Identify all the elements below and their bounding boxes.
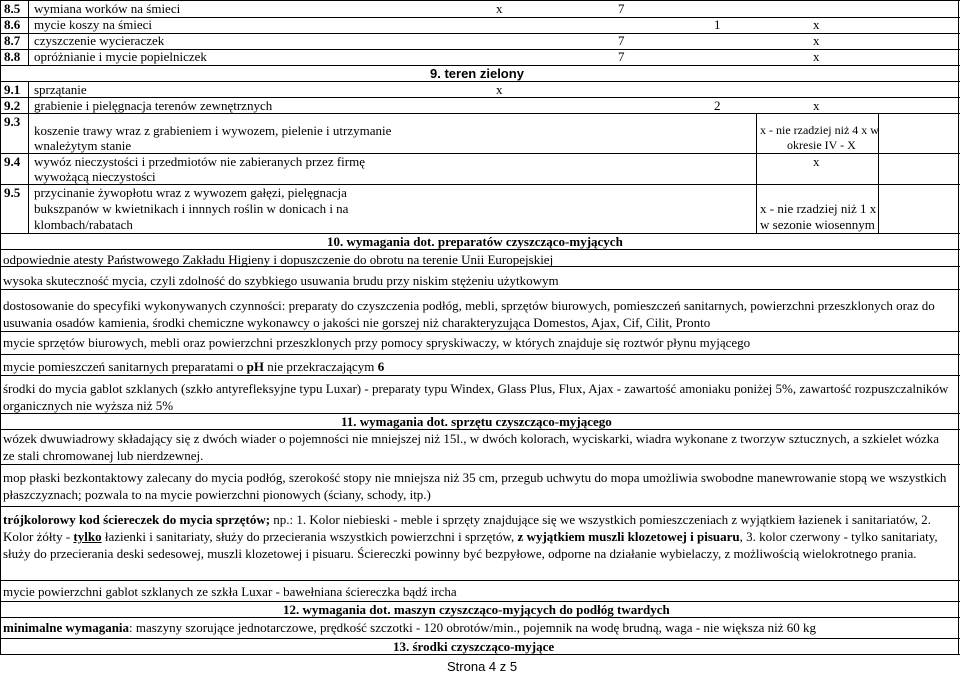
row-text: wywóz nieczystości i przedmiotów nie zabieranych przez firmę (34, 154, 365, 169)
row-text: grabienie i pielęgnacja terenów zewnętrznych (34, 98, 273, 113)
row-text: wnależytym stanie (34, 138, 132, 153)
row-number: 8.7 (4, 33, 21, 48)
page-number: Strona 4 z 5 (447, 659, 518, 674)
row-cell: 7 (618, 49, 625, 64)
row-text: mycie koszy na śmieci (34, 17, 153, 32)
row-number: 9.3 (4, 114, 21, 129)
text-run: np.: 1. Kolor niebieski - meble i sprzęty znajdujące się we wszystkich pomieszczeniach z wyjątkiem łazienek i sanitariatów, 2. Kolor żółty - (3, 512, 931, 544)
row-number: 8.8 (4, 49, 21, 64)
requirement-text: mop płaski bezkontaktowy zalecany do mycia podłóg, szerokość stopy nie mniejsza niż 35 cm, przegub uchwytu do mopa umożliwia swobodne manewrowanie stopą we wszystkich płaszczyznach; pozwala to na mycie powierzchni pionowych (ściany, schody, itp.) (3, 470, 947, 502)
section-heading: 13. środki czyszcząco-myjące (393, 639, 555, 654)
table-border (0, 617, 960, 618)
table-border (0, 0, 1, 655)
requirement-text (3, 358, 953, 375)
row-frequency: x - nie rzadziej niż 4 x w (760, 123, 879, 137)
text-run: trójkolorowy kod ściereczek do mycia sprzętów; (3, 512, 271, 527)
text-run: łazienki i sanitariaty, służy do przecierania wszystkich powierzchni i sprzętów, (101, 529, 518, 544)
requirement-text (3, 619, 953, 636)
row-frequency: x - nie rzadziej niż 1 x (760, 201, 877, 216)
row-cell: 1 (714, 17, 721, 32)
section-heading: 12. wymagania dot. maszyn czyszcząco-myjących do podłóg twardych (283, 602, 670, 617)
table-border (0, 506, 960, 507)
text-run: minimalne wymagania (3, 620, 130, 635)
row-number: 8.5 (4, 1, 21, 16)
table-border (0, 289, 960, 290)
row-text: koszenie trawy wraz z grabieniem i wywozem, pielenie i utrzymanie (34, 123, 392, 138)
table-border (0, 464, 960, 465)
text-run: mycie pomieszczeń sanitarnych preparatami o (3, 359, 247, 374)
requirement-text: mycie sprzętów biurowych, mebli oraz powierzchni przeszklonych przy pomocy spryskiwaczy, w których znajduje się roztwór płynu myjącego (3, 335, 751, 350)
section-heading: 11. wymagania dot. sprzętu czyszcząco-myjącego (341, 414, 612, 429)
table-border (0, 354, 960, 355)
row-cell: x (813, 154, 820, 169)
text-run: nie przekraczającym (264, 359, 378, 374)
row-text: bukszpanów w kwietnikach i innnych roślin w donicach i na (34, 201, 349, 216)
row-cell: 7 (618, 33, 625, 48)
row-cell: x (813, 17, 820, 32)
text-run: z wyjątkiem muszli klozetowej i pisuaru (517, 529, 740, 544)
row-frequency: w sezonie wiosennym (760, 217, 875, 232)
row-text: sprzątanie (34, 82, 87, 97)
table-border (756, 113, 757, 233)
table-border (0, 81, 960, 82)
row-text: wywożącą nieczystości (34, 169, 156, 184)
requirement-text: środki do mycia gablot szklanych (szkło antyrefleksyjne typu Luxar) - preparaty typu Windex, Glass Plus, Flux, Ajax - zawartość amoniaku poniżej 5%, zawartość rozpuszczalników organicznych nie wyższa niż 5% (3, 381, 949, 413)
table-border (28, 81, 29, 233)
row-text: wymiana worków na śmieci (34, 1, 181, 16)
table-border (28, 0, 29, 65)
requirement-text: wózek dwuwiadrowy składający się z dwóch wiader o pojemności nie mniejszej niż 15l., w dwóch kolorach, wyciskarki, wiadra wykonane z tworzyw sztucznych, a szkielet wózka ze stali chromowanej lub nierdzewnej. (3, 431, 940, 463)
table-border (0, 113, 960, 114)
row-frequency: okresie IV - X (787, 138, 856, 152)
requirement-text: dostosowanie do specyfiki wykonywanych czynności: preparaty do czyszczenia podłóg, mebli, sprzętów biurowych, pomieszczeń sanitarnych, powierzchni przeszklonych oraz do usuwania osadów kamienia, środki chemiczne wykonawcy o jakości nie gorszej niż charakteryzująca Domestos, Ajax, Cif, Cilit, Pronto (3, 298, 935, 330)
row-cell: x (813, 49, 820, 64)
row-number: 9.5 (4, 185, 21, 200)
row-cell: x (813, 33, 820, 48)
row-cell: 7 (618, 1, 625, 16)
row-text: klombach/rabatach (34, 217, 133, 232)
row-cell: x (813, 98, 820, 113)
section-heading: 9. teren zielony (430, 66, 524, 81)
text-run: , 3. kolor czerwony - tylko sanitariaty, służy do przecierania deski sedesowej, muszli klozetowej i pisuaru. Ściereczki powinny być bezpyłowe, odporne na działanie wybielaczy, z możliwością wielokrotnego prania. (3, 529, 938, 561)
requirement-text (3, 511, 953, 562)
row-text: czyszczenie wycieraczek (34, 33, 165, 48)
section-heading: 10. wymagania dot. preparatów czyszcząco-myjących (327, 234, 623, 249)
row-text: przycinanie żywopłotu wraz z wywozem gałęzi, pielęgnacja (34, 185, 347, 200)
row-cell: 2 (714, 98, 721, 113)
table-border (0, 249, 960, 250)
table-border (0, 331, 960, 332)
text-run: tylko (73, 529, 102, 544)
requirement-text: wysoka skuteczność mycia, czyli zdolność do szybkiego usuwania brudu przy niskim stężeniu użytkowym (3, 273, 559, 288)
requirement-text: mycie powierzchni gablot szklanych ze szkła Luxar - bawełniana ściereczka bądź ircha (3, 584, 457, 599)
row-number: 8.6 (4, 17, 21, 32)
row-text: opróżnianie i mycie popielniczek (34, 49, 207, 64)
row-number: 9.1 (4, 82, 21, 97)
requirement-text: odpowiednie atesty Państwowego Zakładu Higieny i dopuszczenie do obrotu na terenie Unii Europejskiej (3, 252, 554, 267)
text-run: pH (246, 359, 264, 374)
row-cell: x (496, 82, 503, 97)
table-border (0, 654, 960, 655)
row-cell: x (496, 1, 503, 16)
table-border (958, 0, 959, 655)
row-number: 9.4 (4, 154, 21, 169)
table-border (0, 375, 960, 376)
text-run: : maszyny szorujące jednotarczowe, prędkość szczotki - 120 obrotów/min., pojemnik na wodę brudną, waga - nie większa niż 60 kg (129, 620, 817, 635)
table-border (0, 580, 960, 581)
row-number: 9.2 (4, 98, 21, 113)
text-run: 6 (377, 359, 385, 374)
